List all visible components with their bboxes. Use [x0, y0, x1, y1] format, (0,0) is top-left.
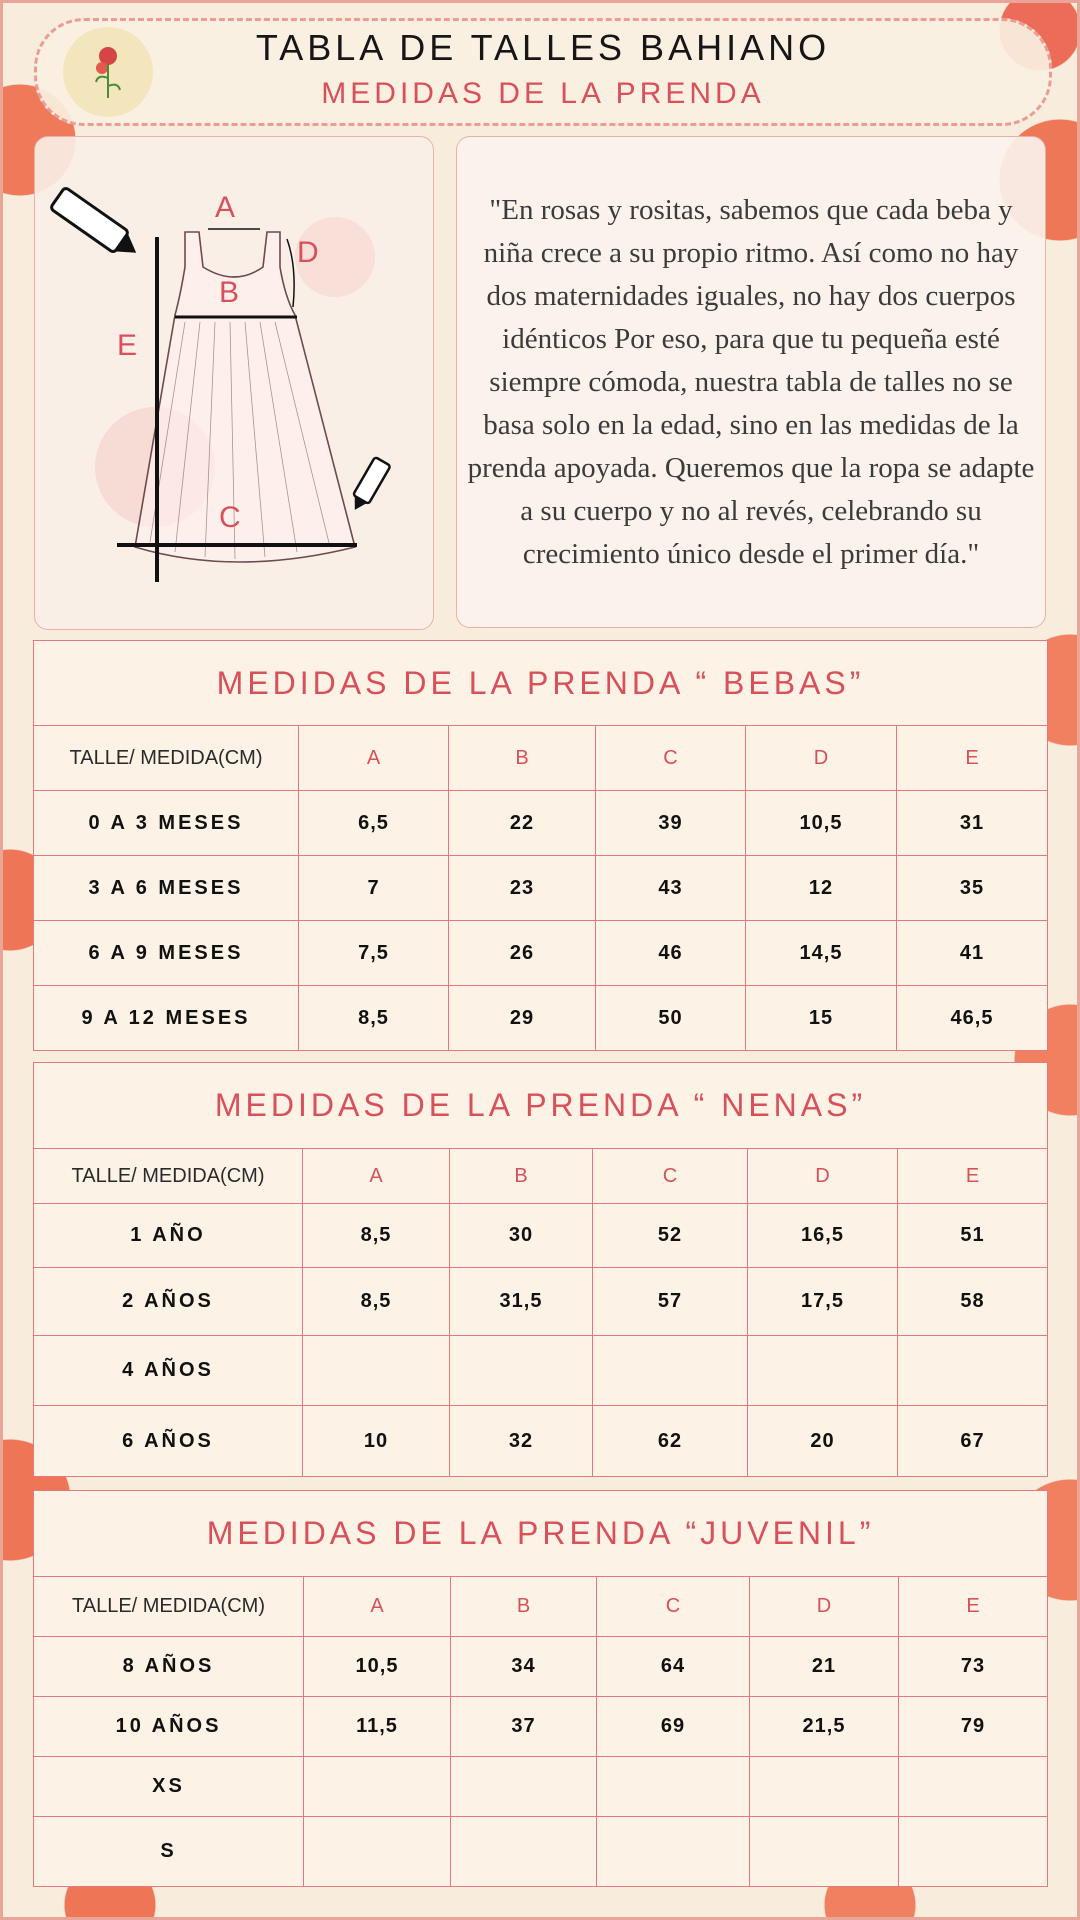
row-label: 0 A 3 MESES	[34, 791, 299, 856]
table-cell: 46,5	[897, 986, 1048, 1051]
table-cell: 46	[596, 921, 746, 986]
table-cell	[748, 1336, 898, 1406]
table-cell: 43	[596, 856, 746, 921]
column-header: B	[450, 1149, 593, 1204]
table-cell: 29	[449, 986, 596, 1051]
table-row	[34, 1268, 1048, 1336]
table-cell: 73	[899, 1637, 1048, 1697]
table-row	[34, 1697, 1048, 1757]
table-cell: 52	[593, 1204, 748, 1268]
table-cell	[451, 1817, 597, 1887]
column-header: D	[746, 726, 897, 791]
column-header: A	[304, 1577, 451, 1637]
page-header	[34, 18, 1052, 126]
table-cell: 14,5	[746, 921, 897, 986]
row-label: XS	[34, 1757, 304, 1817]
table-cell: 8,5	[303, 1204, 450, 1268]
table-cell: 8,5	[303, 1268, 450, 1336]
table-cell: 10,5	[304, 1637, 451, 1697]
table-title: MEDIDAS DE LA PRENDA “JUVENIL”	[34, 1491, 1048, 1577]
column-header: E	[898, 1149, 1048, 1204]
table-cell	[451, 1757, 597, 1817]
brand-quote: "En rosas y rositas, sabemos que cada beba y niña crece a su propio ritmo. Así como no hay dos maternidades iguales, no hay dos cuerpos idénticos Por eso, para que tu pequeña esté siempre cómoda, nuestra tabla de talles no se basa solo en la edad, sino en las medidas de la prenda apoyada. Queremos que la ropa se adapte a su cuerpo y no al revés, celebrando su crecimiento único desde el primer día."	[467, 193, 1035, 570]
row-label: S	[34, 1817, 304, 1887]
table-cell: 32	[450, 1406, 593, 1477]
pen-icon	[347, 457, 391, 514]
column-header: TALLE/ MEDIDA(CM)	[34, 1577, 304, 1637]
table-row	[34, 921, 1048, 986]
table-cell	[304, 1817, 451, 1887]
table-cell: 30	[450, 1204, 593, 1268]
table-cell: 31,5	[450, 1268, 593, 1336]
row-label: 8 AÑOS	[34, 1637, 304, 1697]
table-cell	[597, 1817, 750, 1887]
row-label: 9 A 12 MESES	[34, 986, 299, 1051]
table-cell: 57	[593, 1268, 748, 1336]
column-header: C	[593, 1149, 748, 1204]
table-row	[34, 1757, 1048, 1817]
table-cell	[899, 1817, 1048, 1887]
size-table-bebas	[33, 640, 1047, 1051]
table-cell: 34	[451, 1637, 597, 1697]
table-row	[34, 791, 1048, 856]
table-cell: 79	[899, 1697, 1048, 1757]
row-label: 3 A 6 MESES	[34, 856, 299, 921]
label-a: A	[215, 191, 236, 224]
table-cell: 15	[746, 986, 897, 1051]
table-cell	[750, 1817, 899, 1887]
table-cell: 37	[451, 1697, 597, 1757]
label-e: E	[117, 329, 138, 362]
table-cell: 7,5	[299, 921, 449, 986]
table-cell: 35	[897, 856, 1048, 921]
table-cell: 10,5	[746, 791, 897, 856]
label-b: B	[219, 276, 240, 309]
table-cell: 23	[449, 856, 596, 921]
table-cell: 6,5	[299, 791, 449, 856]
column-header: E	[897, 726, 1048, 791]
table-cell: 20	[748, 1406, 898, 1477]
table-row	[34, 1204, 1048, 1268]
garment-diagram-card	[34, 136, 434, 630]
table-row	[34, 1336, 1048, 1406]
table-cell: 16,5	[748, 1204, 898, 1268]
dress-measurement-diagram	[35, 137, 433, 629]
table-cell: 31	[897, 791, 1048, 856]
row-label: 10 AÑOS	[34, 1697, 304, 1757]
column-header: B	[449, 726, 596, 791]
table-cell: 41	[897, 921, 1048, 986]
row-label: 2 AÑOS	[34, 1268, 303, 1336]
table-row	[34, 1637, 1048, 1697]
column-header: D	[750, 1577, 899, 1637]
table-cell: 58	[898, 1268, 1048, 1336]
page-title: TABLA DE TALLES BAHIANO	[255, 27, 831, 68]
column-header: B	[451, 1577, 597, 1637]
size-table-juvenil	[33, 1490, 1047, 1887]
table-row	[34, 856, 1048, 921]
table-cell	[898, 1336, 1048, 1406]
table-cell: 26	[449, 921, 596, 986]
table-cell: 8,5	[299, 986, 449, 1051]
table-title: MEDIDAS DE LA PRENDA “ NENAS”	[34, 1063, 1048, 1149]
column-header: TALLE/ MEDIDA(CM)	[34, 726, 299, 791]
table-cell: 51	[898, 1204, 1048, 1268]
table-cell: 21,5	[750, 1697, 899, 1757]
column-header: E	[899, 1577, 1048, 1637]
table-cell	[899, 1757, 1048, 1817]
size-table-nenas	[33, 1062, 1047, 1477]
table-cell: 21	[750, 1637, 899, 1697]
page-subtitle: MEDIDAS DE LA PRENDA	[321, 77, 765, 110]
column-header: TALLE/ MEDIDA(CM)	[34, 1149, 303, 1204]
table-cell	[304, 1757, 451, 1817]
table-cell: 39	[596, 791, 746, 856]
table-title: MEDIDAS DE LA PRENDA “ BEBAS”	[34, 641, 1048, 726]
row-label: 1 AÑO	[34, 1204, 303, 1268]
table-cell: 22	[449, 791, 596, 856]
table-cell: 10	[303, 1406, 450, 1477]
table-row	[34, 1817, 1048, 1887]
column-header: A	[299, 726, 449, 791]
table-cell: 64	[597, 1637, 750, 1697]
table-cell	[597, 1757, 750, 1817]
pen-icon	[50, 187, 144, 263]
label-c: C	[219, 501, 241, 534]
table-row	[34, 1406, 1048, 1477]
table-cell: 67	[898, 1406, 1048, 1477]
table-cell	[593, 1336, 748, 1406]
table-cell: 17,5	[748, 1268, 898, 1336]
table-row	[34, 986, 1048, 1051]
table-cell: 62	[593, 1406, 748, 1477]
quote-card	[456, 136, 1046, 628]
table-cell	[303, 1336, 450, 1406]
table-cell: 50	[596, 986, 746, 1051]
column-header: C	[596, 726, 746, 791]
column-header: C	[597, 1577, 750, 1637]
column-header: A	[303, 1149, 450, 1204]
row-label: 6 A 9 MESES	[34, 921, 299, 986]
row-label: 6 AÑOS	[34, 1406, 303, 1477]
table-cell	[750, 1757, 899, 1817]
table-cell: 11,5	[304, 1697, 451, 1757]
table-cell: 12	[746, 856, 897, 921]
row-label: 4 AÑOS	[34, 1336, 303, 1406]
label-d: D	[297, 236, 319, 269]
table-cell: 7	[299, 856, 449, 921]
column-header: D	[748, 1149, 898, 1204]
table-cell: 69	[597, 1697, 750, 1757]
table-cell	[450, 1336, 593, 1406]
